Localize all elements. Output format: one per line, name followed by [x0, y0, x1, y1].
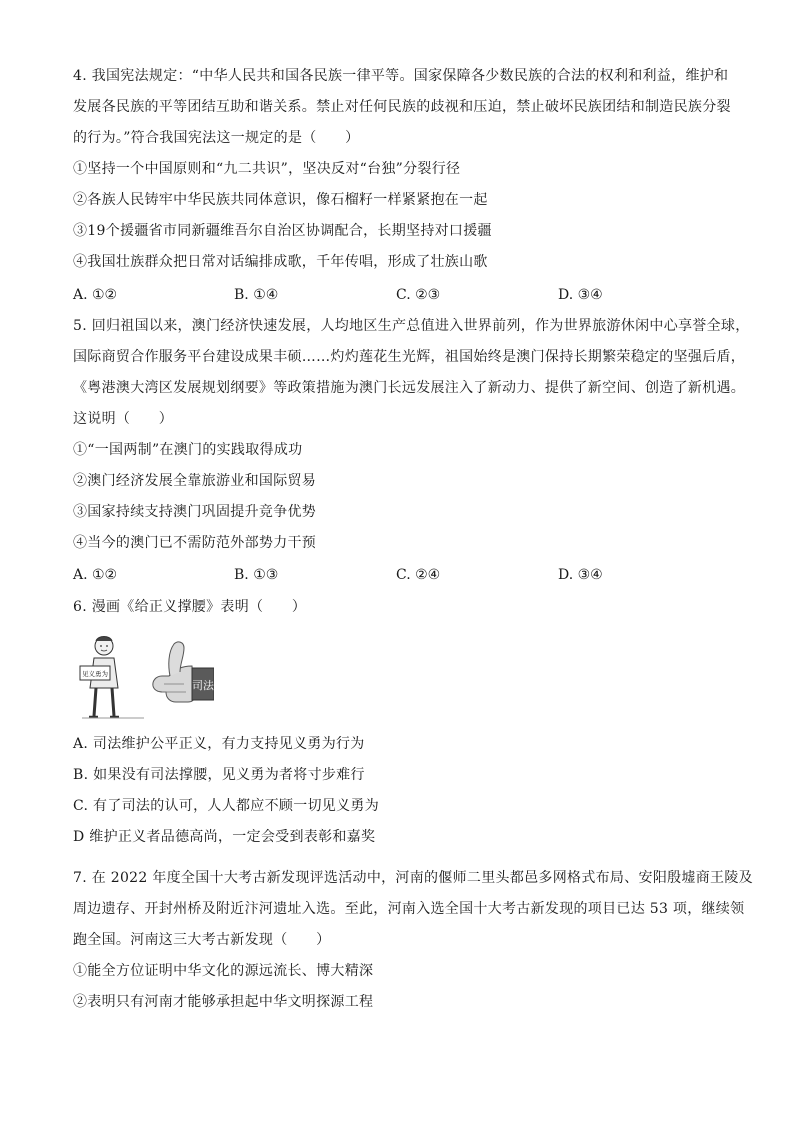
q6-stem: 6. 漫画《给正义撑腰》表明（ ）	[73, 599, 307, 615]
q4-item-3: ③19个援疆省市同新疆维吾尔自治区协调配合，长期坚持对口援疆	[73, 223, 492, 239]
q5-option-b: B. ①③	[234, 567, 279, 583]
q4-option-c: C. ②③	[396, 287, 441, 303]
justice-cartoon-image	[74, 628, 214, 723]
q5-stem-line-4: 这说明（ ）	[73, 411, 174, 427]
q4-option-b: B. ①④	[234, 287, 279, 303]
q4-item-1: ①坚持一个中国原则和“九二共识”，坚决反对“台独”分裂行径	[73, 161, 461, 177]
q7-item-2: ②表明只有河南才能够承担起中华文明探源工程	[73, 994, 374, 1010]
q5-item-2: ②澳门经济发展全靠旅游业和国际贸易	[73, 473, 317, 489]
q7-stem-line-3: 跑全国。河南这三大考古新发现（ ）	[73, 932, 331, 948]
cartoon-sleeve-label: 司法	[192, 679, 214, 692]
q5-item-1: ①“一国两制”在澳门的实践取得成功	[73, 442, 303, 458]
q5-stem-line-3: 《粤港澳大湾区发展规划纲要》等政策措施为澳门长远发展注入了新动力、提供了新空间、创造了新机遇。	[73, 380, 746, 396]
q4-stem-line-1: 4. 我国宪法规定：“中华人民共和国各民族一律平等。国家保障各少数民族的合法的权利和利益，维护和	[73, 68, 729, 84]
q5-item-4: ④当今的澳门已不需防范外部势力干预	[73, 535, 317, 551]
q6-option-d: D 维护正义者品德高尚，一定会受到表彰和嘉奖	[73, 829, 376, 845]
q7-item-1: ①能全方位证明中华文化的源远流长、博大精深	[73, 963, 374, 979]
q4-item-4: ④我国壮族群众把日常对话编排成歌，千年传唱，形成了壮族山歌	[73, 254, 488, 270]
q7-stem-line-1: 7. 在 2022 年度全国十大考古新发现评选活动中，河南的偃师二里头都邑多网格式布局、安阳殷墟商王陵及	[73, 870, 753, 886]
q6-option-b: B. 如果没有司法撑腰，见义勇为者将寸步难行	[73, 767, 365, 783]
q5-stem-line-2: 国际商贸合作服务平台建设成果丰硕……灼灼莲花生光辉，祖国始终是澳门保持长期繁荣稳定的坚强后盾，	[73, 349, 746, 365]
q5-option-c: C. ②④	[396, 567, 441, 583]
q5-item-3: ③国家持续支持澳门巩固提升竞争优势	[73, 504, 317, 520]
q5-option-d: D. ③④	[558, 567, 603, 583]
q4-option-a: A. ①②	[73, 287, 118, 303]
q4-stem-line-3: 的行为。”符合我国宪法这一规定的是（ ）	[73, 130, 360, 146]
q6-option-c: C. 有了司法的认可，人人都应不顾一切见义勇为	[73, 798, 380, 814]
q5-stem-line-1: 5. 回归祖国以来，澳门经济快速发展，人均地区生产总值进入世界前列，作为世界旅游休闲中心享誉全球，	[73, 318, 750, 334]
q4-item-2: ②各族人民铸牢中华民族共同体意识，像石榴籽一样紧紧抱在一起	[73, 192, 488, 208]
q6-option-a: A. 司法维护公平正义，有力支持见义勇为行为	[73, 736, 365, 752]
q4-stem-line-2: 发展各民族的平等团结互助和谐关系。禁止对任何民族的歧视和压迫，禁止破坏民族团结和制造民族分裂	[73, 99, 731, 115]
q4-option-d: D. ③④	[558, 287, 603, 303]
q5-option-a: A. ①②	[73, 567, 118, 583]
q7-stem-line-2: 周边遗存、开封州桥及附近汴河遗址入选。至此，河南入选全国十大考古新发现的项目已达 53 项，继续领	[73, 901, 745, 917]
cartoon-sign-label: 见义勇为	[82, 670, 108, 678]
